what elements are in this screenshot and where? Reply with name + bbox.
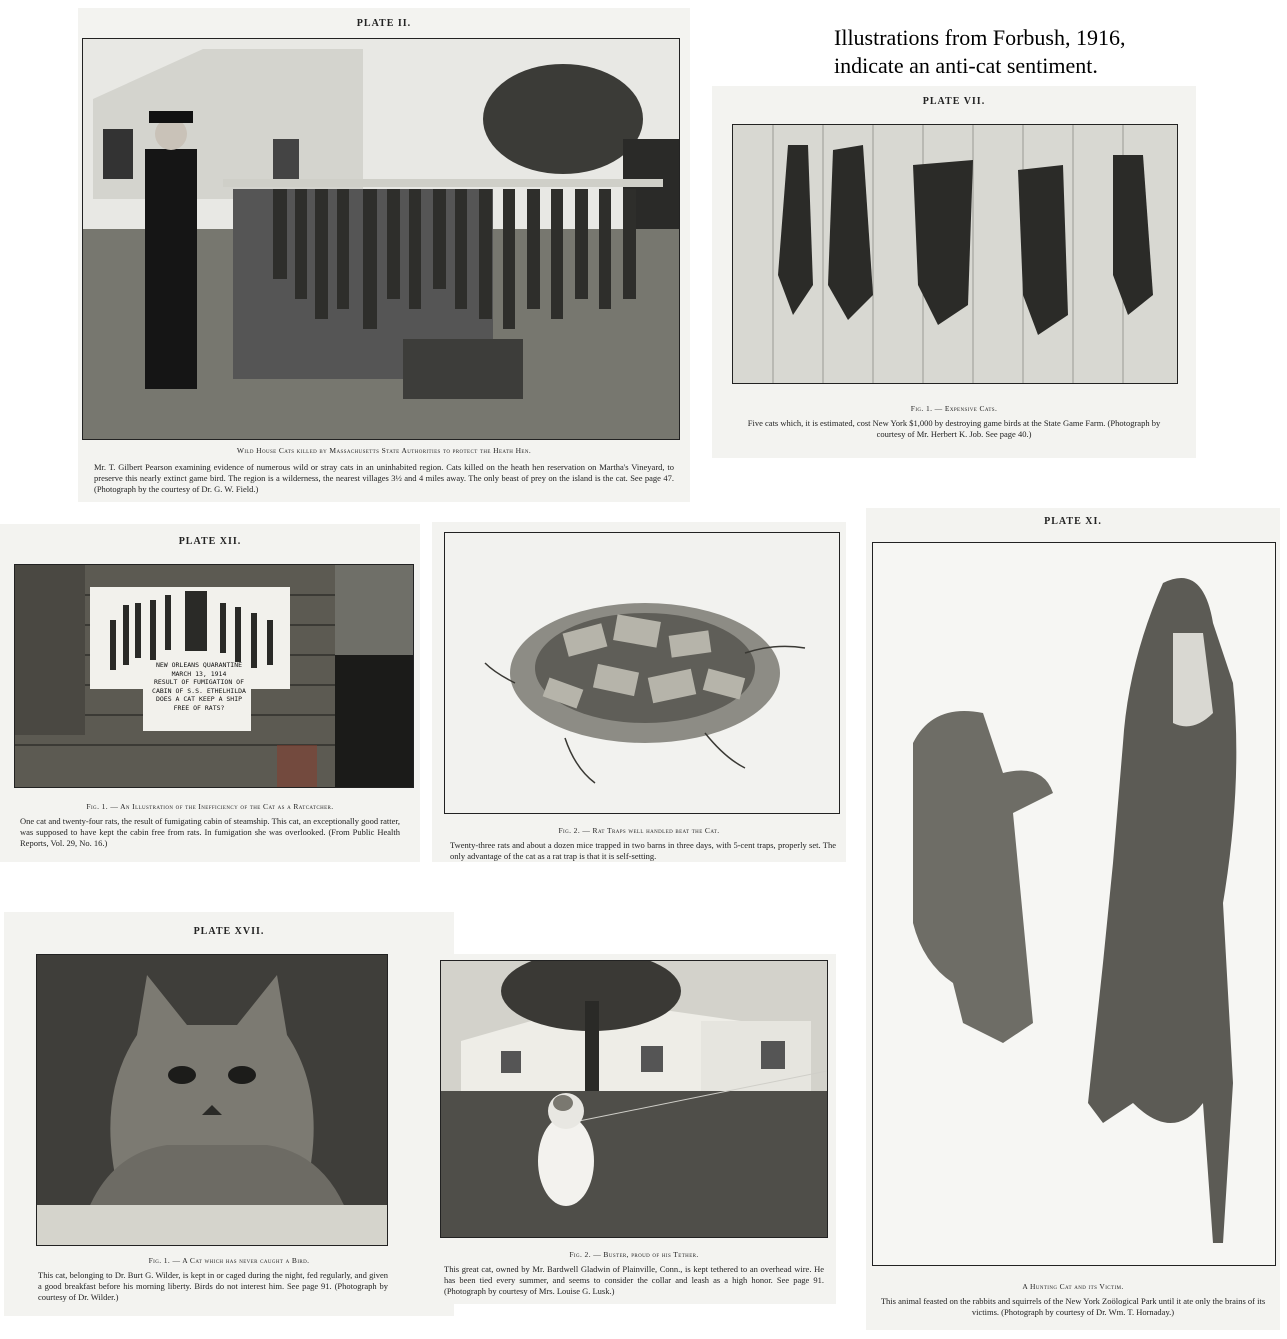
plate-7-caption: Five cats which, it is estimated, cost New York $1,000 by destroying game birds at the State Game Farm. (Photograph by courtesy of Mr. Herbert K. Job. See page 40.) <box>747 418 1161 439</box>
rat-traps-caption: Twenty-three rats and about a dozen mice trapped in two barns in three days, with 5-cent traps, properly set. The only advantage of the cat as a rat trap is that it is self-setting. <box>450 840 836 861</box>
plate-12-photo <box>14 564 414 788</box>
sign-line: MARCH 13, 1914 <box>171 669 227 678</box>
plate-11-title: PLATE XI. <box>1044 516 1102 527</box>
sign-line: CABIN OF S.S. ETHELHILDA <box>152 686 246 695</box>
sign-line: RESULT OF FUMIGATION OF <box>153 678 244 686</box>
plate-12-title: PLATE XII. <box>178 536 242 547</box>
rat-traps-photo <box>444 532 840 814</box>
buster-panel <box>432 954 836 1304</box>
plate-2-panel <box>78 8 690 502</box>
plate-11-caption-title: A Hunting Cat and its Victim. <box>1022 1282 1124 1291</box>
plate-12-panel <box>0 524 420 862</box>
plate-11-photo <box>872 542 1276 1266</box>
plate-11-panel <box>866 508 1280 1330</box>
plate-17-photo <box>36 954 388 1246</box>
rat-traps-panel <box>432 522 846 862</box>
sign-line: FREE OF RATS? <box>173 703 225 712</box>
plate-17-panel <box>4 912 454 1316</box>
header-note-line2: indicate an anti-cat sentiment. <box>834 53 1098 78</box>
plate-2-caption-title: Wild House Cats killed by Massachusetts State Authorities to protect the Heath Hen. <box>236 446 532 455</box>
plate-12-caption-title: Fig. 1. — An Illustration of the Inefficiency of the Cat as a Ratcatcher. <box>86 802 334 811</box>
plate-17-caption-title: Fig. 1. — A Cat which has never caught a Bird. <box>148 1256 310 1265</box>
sign-line: DOES A CAT KEEP A SHIP <box>155 695 243 703</box>
plate-17-title: PLATE XVII. <box>193 926 265 937</box>
plate-11-caption: This animal feasted on the rabbits and squirrels of the New York Zoölogical Park until it ate only the brains of its victims. (Photograph by courtesy of Dr. Wm. T. Hornaday.) <box>880 1296 1266 1317</box>
plate-7-photo <box>732 124 1178 384</box>
plate-2-photo <box>82 38 680 440</box>
plate-7-title: PLATE VII. <box>922 96 986 107</box>
plate-2-title: PLATE II. <box>356 18 412 29</box>
plate-12-sign <box>141 661 257 712</box>
buster-caption: This great cat, owned by Mr. Bardwell Gladwin of Plainville, Conn., is kept tethered to an overhead wire. He has been tied every summer, and seems to consider the collar and leash as a high honor. See page 91. (Photograph by courtesy of Mrs. Louise G. Lusk.) <box>444 1264 824 1296</box>
header-note-line1: Illustrations from Forbush, 1916, <box>834 25 1126 50</box>
rat-traps-caption-title: Fig. 2. — Rat Traps well handled beat the Cat. <box>558 826 720 835</box>
buster-photo <box>440 960 828 1238</box>
plate-17-caption: This cat, belonging to Dr. Burt G. Wilder, is kept in or caged during the night, fed regularly, and given a good breakfast before his morning liberty. Birds do not interest him. See page 91. (Photograph by courtesy of Dr. Wilder.) <box>38 1270 388 1302</box>
plate-2-caption: Mr. T. Gilbert Pearson examining evidence of numerous wild or stray cats in an uninhabited region. Cats killed on the heath hen reservation on Martha's Vineyard, to preserve this nearly extinct game bird. The region is a wilderness, the nearest villages 3½ and 4 miles away. The only beast of prey on the island is the cat. See page 47. (Photograph by the courtesy of Dr. G. W. Field.) <box>94 462 674 494</box>
buster-caption-title: Fig. 2. — Buster, proud of his Tether. <box>569 1250 699 1259</box>
plate-7-panel <box>712 86 1196 458</box>
plate-12-caption: One cat and twenty-four rats, the result of fumigating cabin of steamship. This cat, an exceptionally good ratter, was supposed to have kept the cabin free from rats. In fumigation she was overlooked. (From Public Health Reports, Vol. 29, No. 16.) <box>20 816 400 848</box>
plate-7-caption-title: Fig. 1. — Expensive Cats. <box>910 404 998 413</box>
sign-line: NEW ORLEANS QUARANTINE <box>155 661 243 669</box>
header-note <box>834 24 1254 80</box>
